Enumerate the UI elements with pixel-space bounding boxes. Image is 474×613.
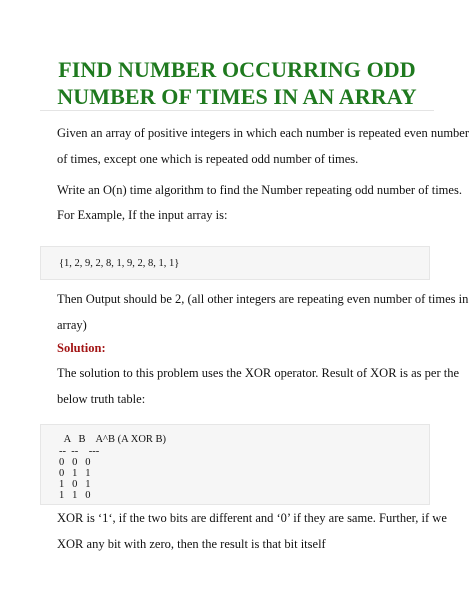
truth-table-header: A B A^B (A XOR B) [59,434,167,445]
truth-table-code-block [40,424,430,505]
intro-line-2: of times, except one which is repeated odd number of times. [57,152,359,166]
output-line-2: array) [57,318,87,332]
truth-table-row: 1 0 1 [59,479,91,490]
intro-line-1: Given an array of positive integers in which each number is repeated even number [57,126,469,140]
page-title [40,56,434,110]
example-line: For Example, If the input array is: [57,208,228,222]
truth-table-row: 1 1 0 [59,490,91,501]
xor-line-1: XOR is ‘1‘, if the two bits are different and ‘0’ if they are same. Further, if we [57,511,447,525]
task-line: Write an O(n) time algorithm to find the Number repeating odd number of times. [57,183,462,197]
solution-line-2: below truth table: [57,392,146,406]
truth-table-separator: -- -- --- [59,446,100,457]
title-line-1: FIND NUMBER OCCURRING ODD [58,57,416,82]
xor-line-2: XOR any bit with zero, then the result is that bit itself [57,537,326,551]
array-code-block [40,246,430,280]
truth-table-row: 0 0 0 [59,457,91,468]
title-divider [40,110,434,111]
solution-line-1: The solution to this problem uses the XOR operator. Result of XOR is as per the [57,366,460,380]
solution-heading: Solution: [57,341,106,355]
output-line-1: Then Output should be 2, (all other integers are repeating even number of times in [57,292,469,306]
title-line-2: NUMBER OF TIMES IN AN ARRAY [57,84,417,109]
truth-table-row: 0 1 1 [59,468,91,479]
array-code-text: {1, 2, 9, 2, 8, 1, 9, 2, 8, 1, 1} [59,258,180,269]
